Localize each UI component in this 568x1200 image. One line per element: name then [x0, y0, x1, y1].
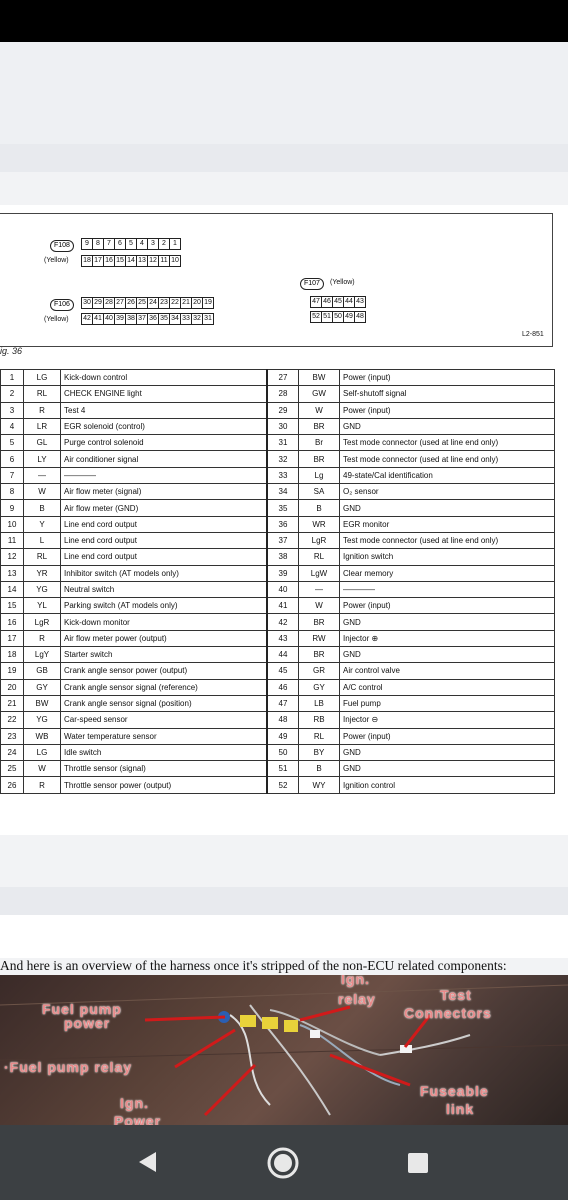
connector-pin: 52: [310, 311, 322, 323]
connector-pin: 10: [169, 255, 181, 267]
connector-pin: 47: [310, 296, 322, 308]
connector-pin: 7: [103, 238, 115, 250]
table-row: [1, 761, 555, 777]
label-ign-power: Ign.: [120, 1095, 149, 1111]
pin-number: 42: [267, 614, 299, 630]
connector-pin: 34: [169, 313, 181, 325]
wire-color: BR: [299, 418, 340, 434]
connector-pin: 8: [92, 238, 104, 250]
wire-color: —: [24, 467, 61, 483]
connector-tag-f107: F107: [300, 278, 324, 290]
wire-color: LgR: [299, 532, 340, 548]
connector-pin: 5: [125, 238, 137, 250]
label-ign-relay-2: relay: [338, 991, 376, 1007]
wire-color: BY: [299, 744, 340, 760]
pin-number: 33: [267, 467, 299, 483]
pin-function: CHECK ENGINE light: [61, 386, 268, 402]
pin-number: 3: [1, 402, 24, 418]
connector-f108-row2: [82, 255, 181, 267]
wire-color: WR: [299, 516, 340, 532]
connector-pin: 2: [158, 238, 170, 250]
connector-pin: 32: [191, 313, 203, 325]
pin-number: 14: [1, 581, 24, 597]
pin-function: A/C control: [340, 679, 555, 695]
wire-color: LgW: [299, 565, 340, 581]
pin-function: Throttle sensor power (output): [61, 777, 268, 793]
photo-caption: And here is an overview of the harness once it's stripped of the non-ECU related components:: [0, 958, 507, 973]
table-row: [1, 581, 555, 597]
connector-pin: 1: [169, 238, 181, 250]
wire-color: W: [299, 402, 340, 418]
back-icon[interactable]: [136, 1150, 160, 1174]
wire-color: L: [24, 532, 61, 548]
connector-pin: 43: [354, 296, 366, 308]
pin-number: 2: [1, 386, 24, 402]
connector-pin: 51: [321, 311, 333, 323]
wire-color: W: [24, 484, 61, 500]
wire-color: YG: [24, 712, 61, 728]
connector-pin: 29: [92, 297, 104, 309]
table-row: [1, 532, 555, 548]
pin-function: ————: [61, 467, 268, 483]
connector-pin: 45: [332, 296, 344, 308]
connector-pin: 27: [114, 297, 126, 309]
pin-number: 51: [267, 761, 299, 777]
pin-function: Air flow meter (GND): [61, 500, 268, 516]
wire-color: GY: [299, 679, 340, 695]
wire-color: B: [299, 500, 340, 516]
label-fuseable-link-2: link: [446, 1101, 475, 1117]
connector-pin: 15: [114, 255, 126, 267]
pin-number: 35: [267, 500, 299, 516]
pin-number: 4: [1, 418, 24, 434]
pin-function: EGR solenoid (control): [61, 418, 268, 434]
table-row: [1, 695, 555, 711]
pin-number: 38: [267, 549, 299, 565]
pin-number: 32: [267, 451, 299, 467]
wire-color: LR: [24, 418, 61, 434]
wire-color: R: [24, 630, 61, 646]
pin-function: Crank angle sensor power (output): [61, 663, 268, 679]
pin-number: 25: [1, 761, 24, 777]
pin-function: Power (input): [340, 402, 555, 418]
wire-color: GR: [299, 663, 340, 679]
pin-number: 39: [267, 565, 299, 581]
spacer: [0, 42, 568, 144]
connector-pin: 41: [92, 313, 104, 325]
connector-tag-f106: F106: [50, 299, 74, 311]
label-fuseable-link: Fuseable: [420, 1083, 489, 1099]
pin-function: Test mode connector (used at line end only): [340, 435, 555, 451]
label-test-connectors-2: Connectors: [404, 1005, 492, 1021]
pin-number: 30: [267, 418, 299, 434]
wire-color: LB: [299, 695, 340, 711]
pin-number: 17: [1, 630, 24, 646]
table-row: [1, 679, 555, 695]
connector-pin: 11: [158, 255, 170, 267]
wire-color: R: [24, 402, 61, 418]
pin-function: Power (input): [340, 598, 555, 614]
pin-function: Throttle sensor (signal): [61, 761, 268, 777]
table-row: [1, 370, 555, 386]
connector-f108-row1: [82, 238, 181, 250]
pin-function: GND: [340, 761, 555, 777]
wire-color: —: [299, 581, 340, 597]
pin-function: Water temperature sensor: [61, 728, 268, 744]
label-fuel-pump-power: Fuel pump: [42, 1001, 122, 1017]
pin-function: GND: [340, 614, 555, 630]
pin-number: 11: [1, 532, 24, 548]
connector-pin: 37: [136, 313, 148, 325]
connector-pin: 17: [92, 255, 104, 267]
connector-f107-row1: [311, 296, 366, 308]
pin-number: 8: [1, 484, 24, 500]
table-row: [1, 647, 555, 663]
caption-area: [0, 915, 568, 958]
table-row: [1, 663, 555, 679]
wire-color: LgR: [24, 614, 61, 630]
label-fuel-pump-power-2: power: [64, 1015, 111, 1031]
table-row: [1, 728, 555, 744]
pin-number: 19: [1, 663, 24, 679]
connector-pin: 19: [202, 297, 214, 309]
wire-color: GW: [299, 386, 340, 402]
connector-pin: 9: [81, 238, 93, 250]
wire-color: GB: [24, 663, 61, 679]
connector-pin: 44: [343, 296, 355, 308]
home-icon[interactable]: [266, 1146, 300, 1180]
pin-number: 5: [1, 435, 24, 451]
connector-pin: 50: [332, 311, 344, 323]
table-row: [1, 598, 555, 614]
pin-number: 18: [1, 647, 24, 663]
table-row: [1, 630, 555, 646]
table-row: [1, 435, 555, 451]
spacer: [0, 887, 568, 915]
pin-number: 28: [267, 386, 299, 402]
wire-color: RL: [299, 549, 340, 565]
pin-function: Injector ⊕: [340, 630, 555, 646]
table-row: [1, 777, 555, 793]
wire-color: GY: [24, 679, 61, 695]
connector-pin: 30: [81, 297, 93, 309]
table-row: [1, 614, 555, 630]
table-row: [1, 744, 555, 760]
wire-color: BW: [24, 695, 61, 711]
wire-color: RL: [24, 386, 61, 402]
wire-color: YG: [24, 581, 61, 597]
connector-color-f108: (Yellow): [44, 257, 69, 264]
pin-number: 36: [267, 516, 299, 532]
figure-code: L2-851: [522, 331, 544, 338]
connector-pin: 18: [81, 255, 93, 267]
pin-number: 46: [267, 679, 299, 695]
pin-function: Injector ⊖: [340, 712, 555, 728]
pin-function: Inhibitor switch (AT models only): [61, 565, 268, 581]
pin-function: Clear memory: [340, 565, 555, 581]
pin-number: 10: [1, 516, 24, 532]
wire-color: LgY: [24, 647, 61, 663]
pin-function: Kick-down monitor: [61, 614, 268, 630]
wire-color: YR: [24, 565, 61, 581]
label-fuel-pump-relay: ·Fuel pump relay: [4, 1059, 133, 1075]
wire-color: SA: [299, 484, 340, 500]
connector-color-f106: (Yellow): [44, 316, 69, 323]
connector-pin: 46: [321, 296, 333, 308]
wire-color: WB: [24, 728, 61, 744]
pin-number: 43: [267, 630, 299, 646]
pin-number: 45: [267, 663, 299, 679]
table-row: [1, 467, 555, 483]
pin-function: Air flow meter power (output): [61, 630, 268, 646]
pin-number: 50: [267, 744, 299, 760]
pin-function: O₂ sensor: [340, 484, 555, 500]
connector-pin: 14: [125, 255, 137, 267]
pin-number: 23: [1, 728, 24, 744]
pin-function: Ignition switch: [340, 549, 555, 565]
pin-function: GND: [340, 500, 555, 516]
pin-number: 9: [1, 500, 24, 516]
label-ign-power-2: Power: [114, 1113, 162, 1125]
table-row: [1, 451, 555, 467]
spacer: [0, 144, 568, 172]
pin-number: 31: [267, 435, 299, 451]
connector-pin: 48: [354, 311, 366, 323]
harness-illustration: [0, 975, 568, 1125]
wire-color: BR: [299, 614, 340, 630]
wire-color: WY: [299, 777, 340, 793]
pin-number: 20: [1, 679, 24, 695]
pin-function: Fuel pump: [340, 695, 555, 711]
connector-pin: 16: [103, 255, 115, 267]
connector-pin: 35: [158, 313, 170, 325]
pin-function: Line end cord output: [61, 532, 268, 548]
pin-function: Power (input): [340, 370, 555, 386]
table-row: [1, 712, 555, 728]
connector-pin: 24: [147, 297, 159, 309]
pin-function: Air control valve: [340, 663, 555, 679]
wire-color: YL: [24, 598, 61, 614]
wire-color: LG: [24, 744, 61, 760]
pin-function: Power (input): [340, 728, 555, 744]
connector-pin: 39: [114, 313, 126, 325]
harness-photo: [0, 975, 568, 1125]
pin-number: 16: [1, 614, 24, 630]
pin-function: Air conditioner signal: [61, 451, 268, 467]
table-row: [1, 549, 555, 565]
pin-number: 29: [267, 402, 299, 418]
connector-pin: 13: [136, 255, 148, 267]
pin-number: 13: [1, 565, 24, 581]
pin-function: Crank angle sensor signal (position): [61, 695, 268, 711]
pin-function: Air flow meter (signal): [61, 484, 268, 500]
connector-f106-row2: [82, 313, 214, 325]
pin-function: Car-speed sensor: [61, 712, 268, 728]
pin-function: Neutral switch: [61, 581, 268, 597]
wire-color: RL: [299, 728, 340, 744]
table-row: [1, 402, 555, 418]
table-row: [1, 418, 555, 434]
label-ign-relay: Ign.: [341, 975, 370, 987]
figure-label: ig. 36: [0, 346, 23, 356]
wire-color: RL: [24, 549, 61, 565]
pin-function: ————: [340, 581, 555, 597]
wire-color: BR: [299, 451, 340, 467]
pin-function: GND: [340, 418, 555, 434]
wire-color: LG: [24, 370, 61, 386]
wire-color: BW: [299, 370, 340, 386]
label-test-connectors: Test: [440, 987, 472, 1003]
pin-function: Idle switch: [61, 744, 268, 760]
wire-color: W: [299, 598, 340, 614]
table-row: [1, 386, 555, 402]
pin-function: Test mode connector (used at line end only): [340, 451, 555, 467]
connector-pin: 20: [191, 297, 203, 309]
pin-number: 41: [267, 598, 299, 614]
connector-pin: 49: [343, 311, 355, 323]
table-row: [1, 565, 555, 581]
connector-pin: 40: [103, 313, 115, 325]
connector-pin: 31: [202, 313, 214, 325]
pin-function: Self-shutoff signal: [340, 386, 555, 402]
pin-function: Kick-down control: [61, 370, 268, 386]
connector-f106-row1: [82, 297, 214, 309]
pin-number: 44: [267, 647, 299, 663]
wire-color: R: [24, 777, 61, 793]
wire-color: B: [24, 500, 61, 516]
connector-pin: 4: [136, 238, 148, 250]
wire-color: BR: [299, 647, 340, 663]
connector-pin: 25: [136, 297, 148, 309]
connector-color-f107: (Yellow): [330, 279, 355, 286]
pin-function: Crank angle sensor signal (reference): [61, 679, 268, 695]
connector-pin: 36: [147, 313, 159, 325]
pin-function: Ignition control: [340, 777, 555, 793]
pin-number: 52: [267, 777, 299, 793]
wire-color: LY: [24, 451, 61, 467]
pin-function: Test mode connector (used at line end only): [340, 532, 555, 548]
wire-color: B: [299, 761, 340, 777]
pin-number: 24: [1, 744, 24, 760]
wire-color: Lg: [299, 467, 340, 483]
pin-number: 21: [1, 695, 24, 711]
pin-number: 15: [1, 598, 24, 614]
pin-number: 37: [267, 532, 299, 548]
pin-number: 40: [267, 581, 299, 597]
navigation-bar: [0, 1125, 568, 1200]
pin-number: 6: [1, 451, 24, 467]
recents-icon[interactable]: [406, 1151, 430, 1175]
connector-pin: 33: [180, 313, 192, 325]
wire-color: Y: [24, 516, 61, 532]
pin-number: 12: [1, 549, 24, 565]
pin-function: Test 4: [61, 402, 268, 418]
pin-number: 26: [1, 777, 24, 793]
status-bar: [0, 0, 568, 42]
connector-pin: 38: [125, 313, 137, 325]
pin-function: EGR monitor: [340, 516, 555, 532]
pin-number: 34: [267, 484, 299, 500]
wire-color: RB: [299, 712, 340, 728]
connector-figure-frame: [0, 213, 553, 347]
wire-color: W: [24, 761, 61, 777]
connector-pin: 23: [158, 297, 170, 309]
wire-color: RW: [299, 630, 340, 646]
pin-function: Line end cord output: [61, 516, 268, 532]
table-row: [1, 516, 555, 532]
wire-color: GL: [24, 435, 61, 451]
pin-number: 49: [267, 728, 299, 744]
connector-pin: 12: [147, 255, 159, 267]
pin-function: 49-state/Cal identification: [340, 467, 555, 483]
connector-tag-f108: F108: [50, 240, 74, 252]
pin-function: GND: [340, 744, 555, 760]
pin-number: 47: [267, 695, 299, 711]
pin-number: 22: [1, 712, 24, 728]
connector-pin: 26: [125, 297, 137, 309]
pin-number: 1: [1, 370, 24, 386]
wire-color: Br: [299, 435, 340, 451]
connector-pin: 21: [180, 297, 192, 309]
pin-function: Starter switch: [61, 647, 268, 663]
pin-number: 7: [1, 467, 24, 483]
connector-pin: 28: [103, 297, 115, 309]
connector-pin: 6: [114, 238, 126, 250]
pin-function: Line end cord output: [61, 549, 268, 565]
connector-pin: 42: [81, 313, 93, 325]
pin-function: GND: [340, 647, 555, 663]
connector-f107-row2: [311, 311, 366, 323]
table-row: [1, 484, 555, 500]
connector-pin: 3: [147, 238, 159, 250]
table-row: [1, 500, 555, 516]
pin-function: Parking switch (AT models only): [61, 598, 268, 614]
pin-number: 48: [267, 712, 299, 728]
ecu-pinout-table: [0, 369, 555, 794]
pin-number: 27: [267, 370, 299, 386]
connector-pin: 22: [169, 297, 181, 309]
pin-function: Purge control solenoid: [61, 435, 268, 451]
